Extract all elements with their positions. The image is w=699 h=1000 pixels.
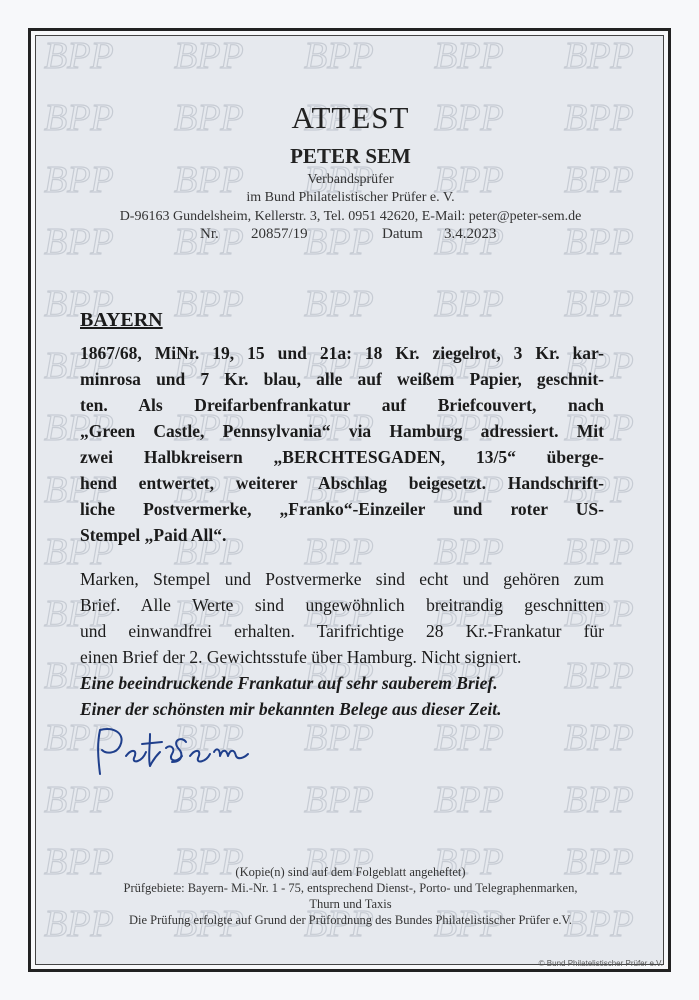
examiner-address: D-96163 Gundelsheim, Kellerstr. 3, Tel. 0951 42620, E-Mail: peter@peter-sem.de (119, 209, 582, 224)
examiner-role: Verbandsprüfer (307, 172, 394, 187)
description-line: „Green Castle, Pennsylvania“ via Hamburg adressiert. Mit (80, 421, 604, 441)
examiner-name: PETER SEM (290, 144, 411, 168)
description-line: minrosa und 7 Kr. blau, alle auf weißem Papier, geschnit- (80, 369, 604, 389)
conclusion-line: Eine beeindruckende Frankatur auf sehr sauberem Brief. (80, 673, 498, 693)
description-line: Stempel „Paid All“. (80, 525, 227, 545)
item-description (80, 340, 604, 548)
certificate-number-label: Nr. (200, 226, 219, 242)
scope-line: Prüfgebiete: Bayern- Mi.-Nr. 1 - 75, entsprechend Dienst-, Porto- und Telegraphenmarken, (123, 881, 578, 895)
copies-note: (Kopie(n) sind auf dem Folgeblatt angeheftet) (235, 865, 466, 879)
assessment-text (80, 566, 604, 722)
description-line: 1867/68, MiNr. 19, 15 und 21a: 18 Kr. ziegelrot, 3 Kr. kar- (80, 343, 604, 363)
description-line: liche Postvermerke, „Franko“-Einzeiler und roter US- (80, 499, 604, 519)
description-line: ten. Als Dreifarbenfrankatur auf Briefcouvert, nach (80, 395, 604, 415)
description-line: hend entwertet, weiterer Abschlag beigesetzt. Handschrift- (80, 473, 604, 493)
assessment-line: und einwandfrei erhalten. Tarifrichtige 28 Kr.-Frankatur für (80, 621, 604, 641)
page-title: ATTEST (291, 100, 410, 135)
assessment-line: Brief. Alle Werte sind ungewöhnlich breitrandig geschnitten (80, 595, 604, 615)
assessment-line: einen Brief der 2. Gewichtsstufe über Hamburg. Nicht signiert. (80, 647, 522, 667)
scope-line: Thurn und Taxis (309, 897, 392, 911)
section-heading: BAYERN (80, 309, 163, 331)
certificate-date: 3.4.2023 (444, 226, 497, 242)
assessment-line: Marken, Stempel und Postvermerke sind echt und gehören zum (80, 569, 604, 589)
description-line: zwei Halbkreisern „BERCHTESGADEN, 13/5“ überge- (80, 447, 604, 467)
date-label: Datum (382, 226, 423, 242)
handwritten-signature (86, 722, 256, 782)
association-name: im Bund Philatelistischer Prüfer e. V. (246, 190, 455, 205)
conclusion-line: Einer der schönsten mir bekannten Belege aus dieser Zeit. (80, 699, 502, 719)
regulation-note: Die Prüfung erfolgte auf Grund der Prüfordnung des Bundes Philatelistischer Prüfer e.V. (128, 913, 573, 927)
certificate-number: 20857/19 (251, 226, 308, 242)
copyright-note: © Bund Philatelistischer Prüfer e.V. (538, 959, 663, 968)
certificate-paper (35, 35, 664, 965)
